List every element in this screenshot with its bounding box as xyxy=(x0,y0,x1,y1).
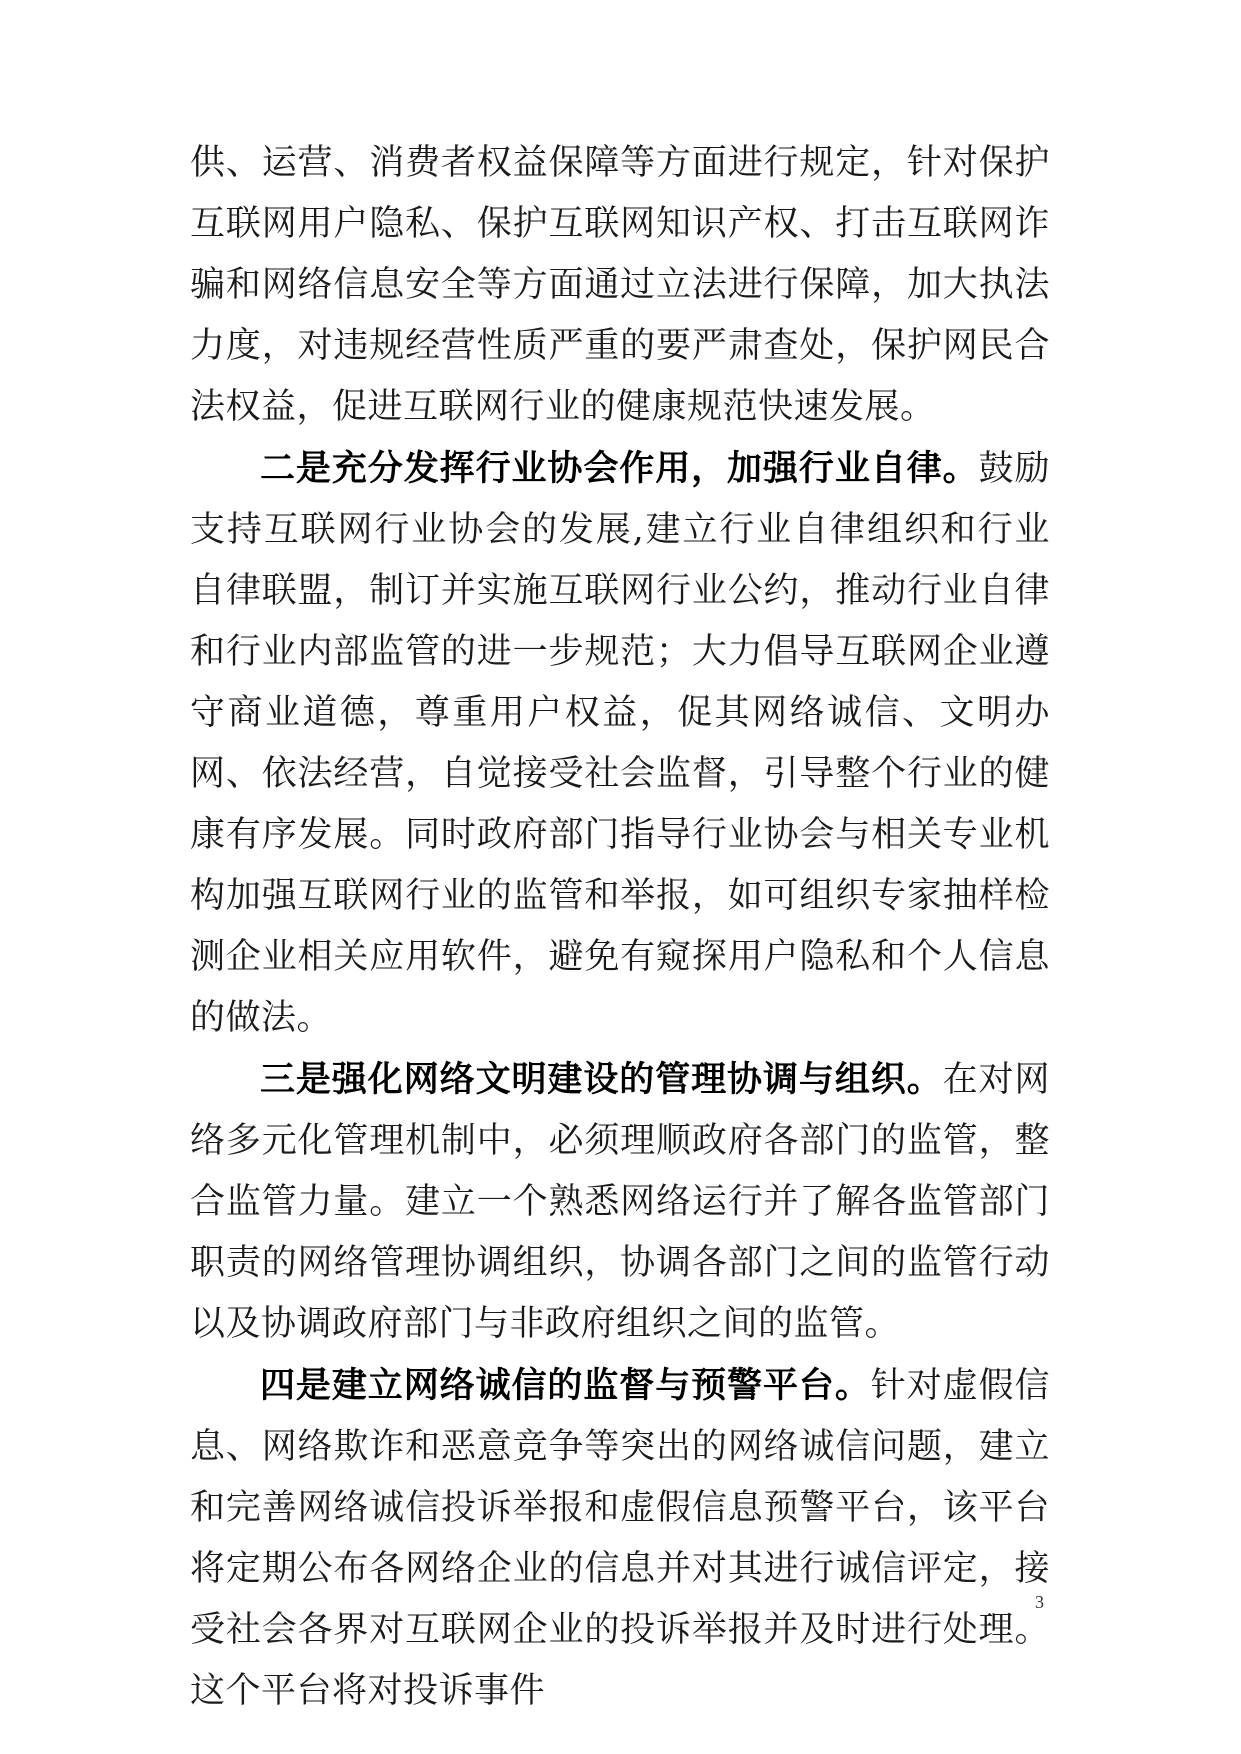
paragraph-3 xyxy=(190,1049,1050,1355)
document-body xyxy=(190,133,1050,1722)
paragraph-2-text: 鼓励支持互联网行业协会的发展,建立行业自律组织和行业自律联盟，制订并实施互联网行业公约，推动行业自律和行业内部监管的进一步规范；大力倡导互联网企业遵守商业道德，尊重用户权益，促其网络诚信、文明办网、依法经营，自觉接受社会监督，引导整个行业的健康有序发展。同时政府部门指导行业协会与相关专业机构加强互联网行业的监管和举报，如可组织专家抽样检测企业相关应用软件，避免有窥探用户隐私和个人信息的做法。 xyxy=(190,449,1050,1038)
paragraph-4 xyxy=(190,1355,1050,1722)
paragraph-4-heading: 四是建立网络诚信的监督与预警平台。 xyxy=(260,1365,871,1406)
page-number: 3 xyxy=(1035,1592,1044,1612)
paragraph-3-text: 在对网络多元化管理机制中，必须理顺政府各部门的监管，整合监管力量。建立一个熟悉网络运行并了解各监管部门职责的网络管理协调组织，协调各部门之间的监管行动以及协调政府部门与非政府组织之间的监管。 xyxy=(190,1060,1050,1344)
paragraph-2-heading: 二是充分发挥行业协会作用，加强行业自律。 xyxy=(260,448,979,489)
paragraph-3-heading: 三是强化网络文明建设的管理协调与组织。 xyxy=(260,1059,943,1100)
paragraph-1 xyxy=(190,133,1050,438)
paragraph-1-text: 供、运营、消费者权益保障等方面进行规定，针对保护互联网用户隐私、保护互联网知识产权、打击互联网诈骗和网络信息安全等方面通过立法进行保障，加大执法力度，对违规经营性质严重的要严肃查处，保护网民合法权益，促进互联网行业的健康规范快速发展。 xyxy=(190,143,1050,427)
paragraph-2 xyxy=(190,438,1050,1049)
paragraph-4-text: 针对虚假信息、网络欺诈和恶意竞争等突出的网络诚信问题，建立和完善网络诚信投诉举报和虚假信息预警平台，该平台将定期公布各网络企业的信息并对其进行诚信评定，接受社会各界对互联网企业的投诉举报并及时进行处理。这个平台将对投诉事件 xyxy=(190,1366,1050,1711)
